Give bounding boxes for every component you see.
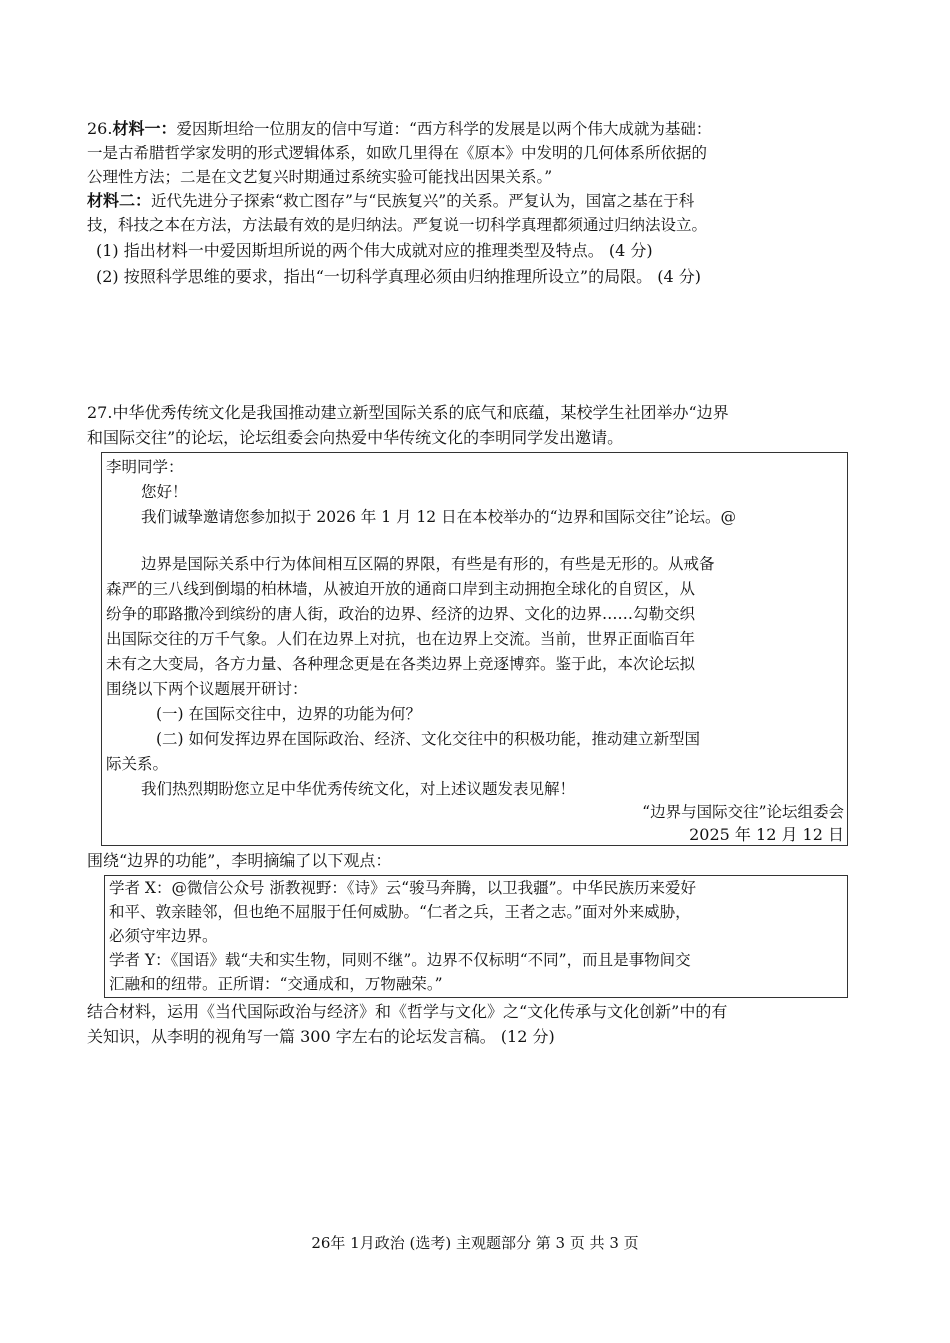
- material-2-label: 材料二：: [87, 191, 152, 210]
- material-1-line-3: 公理性方法；二是在文艺复兴时期通过系统实验可能找出因果关系。”: [87, 168, 553, 186]
- letter-topic-2-line-1: (二) 如何发挥边界在国际政治、经济、文化交往中的积极功能，推动建立新型国: [156, 730, 701, 748]
- q26-number: 26.: [87, 119, 113, 138]
- letter-body-line-2: 森严的三八线到倒塌的柏林墙，从被迫开放的通商口岸到主动拥抱全球化的自贸区，从: [106, 580, 696, 598]
- letter-invite: 我们诚挚邀请您参加拟于 2026 年 1 月 12 日在本校举办的“边界和国际交往”论坛。@: [141, 508, 736, 526]
- q27-task-line-1: 结合材料，运用《当代国际政治与经济》和《哲学与文化》之“文化传承与文化创新”中的有: [87, 1002, 728, 1021]
- material-1-text: 爱因斯坦给一位朋友的信中写道：“西方科学的发展是以两个伟大成就为基础：: [176, 120, 712, 138]
- letter-topic-2-line-2: 际关系。: [106, 755, 169, 773]
- q26-material-2-line-1: [87, 190, 694, 212]
- page-footer: 26年 1月政治 (选考) 主观题部分 第 3 页 共 3 页: [311, 1234, 639, 1252]
- scholar-y-line-1: 学者 Y：《国语》载“夫和实生物，同则不继”。边界不仅标明“不同”，而且是事物间交: [109, 951, 691, 969]
- letter-greeting: 您好！: [141, 483, 188, 501]
- q26-line-1: [87, 118, 711, 140]
- letter-body-line-3: 纷争的耶路撒冷到缤纷的唐人街，政治的边界、经济的边界、文化的边界……勾勒交织: [106, 605, 696, 623]
- letter-body-line-4: 出国际交往的万千气象。人们在边界上对抗，也在边界上交流。当前，世界正面临百年: [106, 630, 696, 648]
- q27-task-line-2: 关知识，从李明的视角写一篇 300 字左右的论坛发言稿。 (12 分): [87, 1027, 555, 1046]
- q27-intro-line-1: 27.中华优秀传统文化是我国推动建立新型国际关系的底气和底蕴，某校学生社团举办“边界: [87, 403, 729, 422]
- scholar-x-line-3: 必须守牢边界。: [109, 927, 218, 945]
- letter-body-line-1: 边界是国际关系中行为体间相互区隔的界限，有些是有形的，有些是无形的。从戒备: [141, 555, 715, 573]
- material-1-label: 材料一：: [112, 119, 177, 138]
- letter-topic-1: (一) 在国际交往中，边界的功能为何？: [156, 705, 422, 723]
- q26-sub-question-2: (2) 按照科学思维的要求，指出“一切科学真理必须由归纳推理所设立”的局限。 (4 分): [96, 267, 701, 286]
- material-1-line-2: 一是古希腊哲学家发明的形式逻辑体系，如欧几里得在《原本》中发明的几何体系所依据的: [87, 144, 708, 162]
- q27-intro-line-2: 和国际交往”的论坛，论坛组委会向热爱中华传统文化的李明同学发出邀请。: [87, 428, 624, 447]
- letter-signature: “边界与国际交往”论坛组委会: [642, 803, 844, 821]
- material-2-line-2: 技，科技之本在方法，方法最有效的是归纳法。严复说一切科学真理都须通过归纳法设立。: [87, 216, 708, 234]
- letter-closing: 我们热烈期盼您立足中华优秀传统文化，对上述议题发表见解！: [141, 780, 576, 798]
- letter-salutation: 李明同学：: [106, 458, 184, 476]
- letter-body-line-5: 未有之大变局，各方力量、各种理念更是在各类边界上竞逐博弈。鉴于此，本次论坛拟: [106, 655, 696, 673]
- scholar-x-line-1: 学者 X：@微信公众号 浙教视野：《诗》云“骏马奔腾，以卫我疆”。中华民族历来爱好: [109, 879, 696, 897]
- letter-body-line-6: 围绕以下两个议题展开研讨：: [106, 680, 308, 698]
- views-intro: 围绕“边界的功能”，李明摘编了以下观点：: [87, 851, 392, 870]
- q26-sub-question-1: (1) 指出材料一中爱因斯坦所说的两个伟大成就对应的推理类型及特点。 (4 分): [96, 241, 653, 260]
- scholar-y-line-2: 汇融和的纽带。正所谓：“交通成和，万物融荣。”: [109, 975, 443, 993]
- material-2-text: 近代先进分子探索“救亡图存”与“民族复兴”的关系。严复认为，国富之基在于科: [151, 192, 695, 210]
- letter-date: 2025 年 12 月 12 日: [689, 825, 844, 844]
- scholar-x-line-2: 和平、敦亲睦邻，但也绝不屈服于任何威胁。“仁者之兵，王者之志。”面对外来威胁，: [109, 903, 691, 921]
